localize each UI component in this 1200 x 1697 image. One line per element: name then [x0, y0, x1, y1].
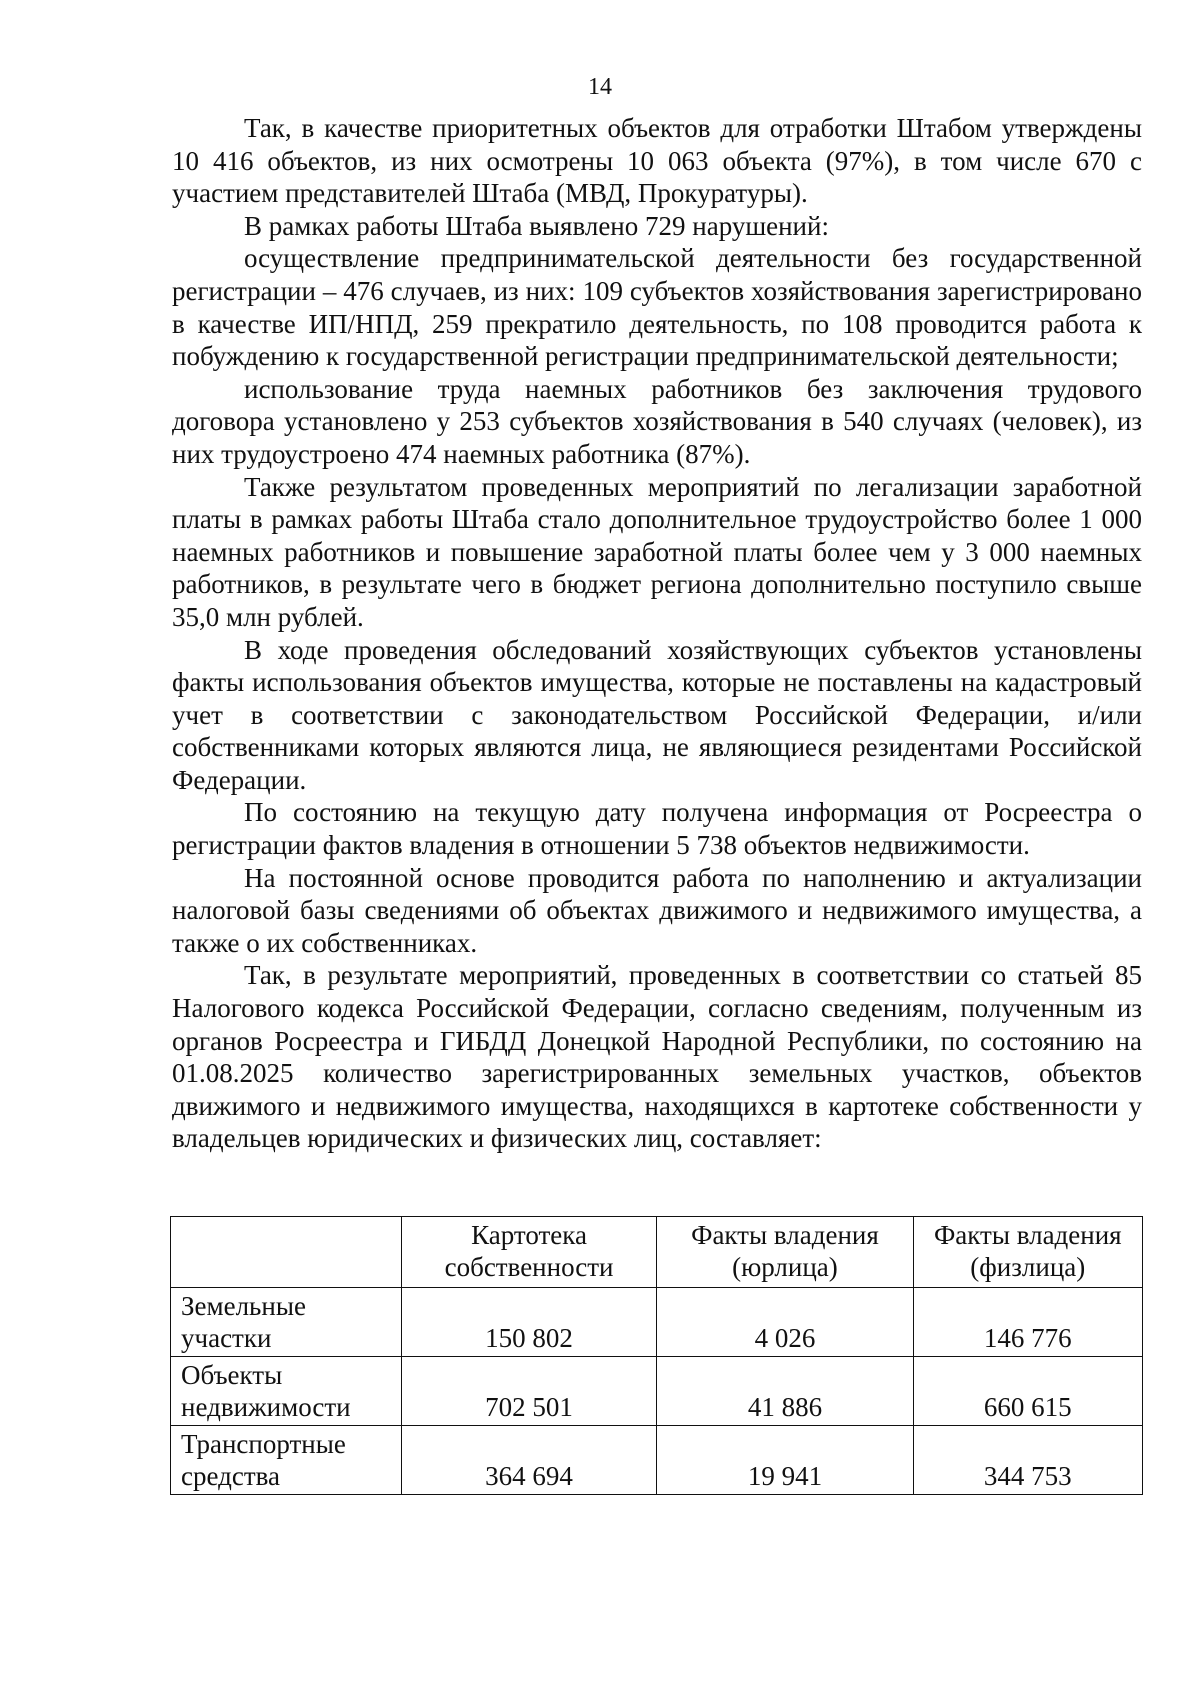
table-row: [171, 1357, 1143, 1426]
cell-fizlica: 660 615: [913, 1357, 1142, 1426]
paragraph: На постоянной основе проводится работа по наполнению и актуализации налоговой базы сведениями об объектах движимого и недвижимого имущества, а также о их собственниках.: [172, 862, 1142, 958]
cell-kartoteka: 364 694: [401, 1426, 657, 1495]
table-header-cell: Картотека собственности: [401, 1217, 657, 1288]
paragraph: Также результатом проведенных мероприятий по легализации заработной платы в рамках работы Штаба стало дополнительное трудоустройство более 1 000 наемных работников и повышение заработной платы более чем у 3 000 наемных работников, в результате чего в бюджет региона дополнительно поступило свыше 35,0 млн рублей.: [172, 471, 1142, 632]
row-label: Земельные участки: [171, 1288, 402, 1357]
row-label: Транспортные средства: [171, 1426, 402, 1495]
body-text: [172, 112, 1142, 1155]
cell-yurlica: 41 886: [657, 1357, 913, 1426]
table-header-row: [171, 1217, 1143, 1288]
paragraph: осуществление предпринимательской деятельности без государственной регистрации – 476 случаев, из них: 109 субъектов хозяйствования зарегистрировано в качестве ИП/НПД, 259 прекратило деятельность, по 108 проводится работа к побуждению к государственной регистрации предпринимательской деятельности;: [172, 243, 1142, 372]
paragraph: Так, в результате мероприятий, проведенных в соответствии со статьей 85 Налогового кодекса Российской Федерации, согласно сведениям, полученным из органов Росреестра и ГИБДД Донецкой Народной Республики, по состоянию на 01.08.2025 количество зарегистрированных земельных участков, объектов движимого и недвижимого имущества, находящихся в картотеке собственности у владельцев юридических и физических лиц, составляет:: [172, 960, 1142, 1154]
paragraph: Так, в качестве приоритетных объектов для отработки Штабом утверждены 10 416 объектов, из них осмотрены 10 063 объекта (97%), в том числе 670 с участием представителей Штаба (МВД, Прокуратуры).: [172, 113, 1142, 209]
cell-kartoteka: 150 802: [401, 1288, 657, 1357]
table-row: [171, 1426, 1143, 1495]
cell-kartoteka: 702 501: [401, 1357, 657, 1426]
paragraph: В ходе проведения обследований хозяйствующих субъектов установлены факты использования объектов имущества, которые не поставлены на кадастровый учет в соответствии с законодательством Российской Федерации, и/или собственниками которых являются лица, не являющиеся резидентами Российской Федерации.: [172, 634, 1142, 795]
table-header-cell: [171, 1217, 402, 1288]
cell-fizlica: 146 776: [913, 1288, 1142, 1357]
cell-yurlica: 4 026: [657, 1288, 913, 1357]
property-registry-table: [170, 1216, 1143, 1495]
cell-fizlica: 344 753: [913, 1426, 1142, 1495]
table-header-cell: Факты владения (физлица): [913, 1217, 1142, 1288]
paragraph: По состоянию на текущую дату получена информация от Росреестра о регистрации фактов владения в отношении 5 738 объектов недвижимости.: [172, 797, 1142, 861]
paragraph: использование труда наемных работников без заключения трудового договора установлено у 253 субъектов хозяйствования в 540 случаях (человек), из них трудоустроено 474 наемных работника (87%).: [172, 373, 1142, 469]
table-header-cell: Факты владения (юрлица): [657, 1217, 913, 1288]
table-row: [171, 1288, 1143, 1357]
paragraph: В рамках работы Штаба выявлено 729 нарушений:: [244, 210, 829, 241]
row-label: Объекты недвижимости: [171, 1357, 402, 1426]
cell-yurlica: 19 941: [657, 1426, 913, 1495]
page-number: 14: [588, 74, 612, 100]
